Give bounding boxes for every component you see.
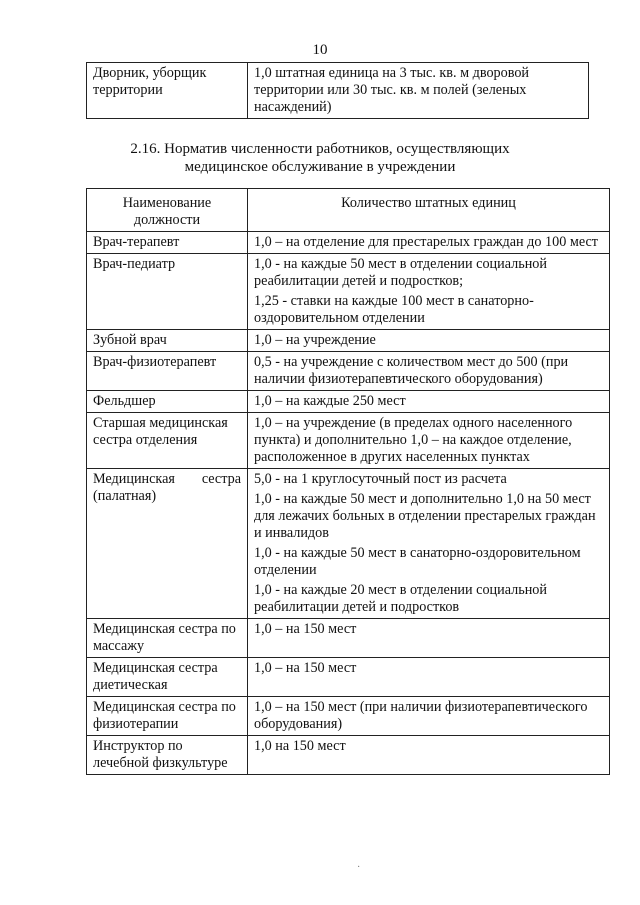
section-title bbox=[60, 140, 580, 176]
table-row bbox=[87, 330, 610, 352]
header-count: Количество штатных единиц bbox=[248, 189, 610, 232]
norm-line: 1,0 - на каждые 20 мест в отделении социальной реабилитации детей и подростков bbox=[254, 582, 547, 615]
norm-line: 1,0 – на отделение для престарелых граждан до 100 мест bbox=[254, 234, 598, 250]
position-cell: Медицинская сестра (палатная) bbox=[87, 469, 248, 619]
table-row bbox=[87, 352, 610, 391]
norm-cell bbox=[248, 254, 610, 330]
table-row bbox=[87, 63, 589, 119]
table-row bbox=[87, 413, 610, 469]
norm-line: 1,0 – на 150 мест bbox=[254, 660, 357, 676]
norm-line: 1,0 - на каждые 50 мест и дополнительно 1,0 на 50 мест для лежачих больных в отделении престарелых граждан и инвалидов bbox=[254, 491, 596, 541]
norm-line: 1,0 - на каждые 50 мест в отделении социальной реабилитации детей и подростков; bbox=[254, 256, 547, 289]
norm-cell bbox=[248, 232, 610, 254]
table-row bbox=[87, 232, 610, 254]
section-title-line: медицинское обслуживание в учреждении bbox=[184, 159, 456, 175]
page-number: 10 bbox=[312, 42, 328, 58]
norm-line: 1,25 - ставки на каждые 100 мест в санаторно-оздоровительном отделении bbox=[254, 293, 534, 326]
norm-cell bbox=[248, 330, 610, 352]
norm-cell bbox=[248, 352, 610, 391]
norm-line: 1,0 – на 150 мест bbox=[254, 621, 357, 637]
position-cell: Врач-педиатр bbox=[87, 254, 248, 330]
norm-cell bbox=[248, 391, 610, 413]
norm-line: 1,0 – на учреждение (в пределах одного населенного пункта) и дополнительно 1,0 – на каждое отделение, расположенное в других населенных пунктах bbox=[254, 415, 573, 465]
staffing-table bbox=[86, 188, 610, 775]
position-cell: Инструктор по лечебной физкультуре bbox=[87, 736, 248, 775]
position-cell: Фельдшер bbox=[87, 391, 248, 413]
top-table bbox=[86, 62, 589, 119]
section-title-line: 2.16. Норматив численности работников, осуществляющих bbox=[130, 141, 510, 157]
table-header-row bbox=[87, 189, 610, 232]
norm-line: 5,0 - на 1 круглосуточный пост из расчета bbox=[254, 471, 507, 487]
norm-cell bbox=[248, 697, 610, 736]
position-cell: Врач-физиотерапевт bbox=[87, 352, 248, 391]
norm-line: 1,0 – на учреждение bbox=[254, 332, 376, 348]
table-row bbox=[87, 469, 610, 619]
norm-line: 1,0 – на каждые 250 мест bbox=[254, 393, 406, 409]
position-cell: Дворник, уборщик территории bbox=[87, 63, 248, 119]
norm-cell: 1,0 штатная единица на 3 тыс. кв. м дворовой территории или 30 тыс. кв. м полей (зеленых насаждений) bbox=[248, 63, 589, 119]
norm-cell bbox=[248, 658, 610, 697]
position-cell: Старшая медицинская сестра отделения bbox=[87, 413, 248, 469]
scan-mark: · bbox=[357, 862, 361, 873]
norm-cell bbox=[248, 736, 610, 775]
table-row bbox=[87, 619, 610, 658]
position-cell: Медицинская сестра по массажу bbox=[87, 619, 248, 658]
table-row bbox=[87, 697, 610, 736]
norm-line: 1,0 - на каждые 50 мест в санаторно-оздоровительном отделении bbox=[254, 545, 581, 578]
norm-line: 0,5 - на учреждение с количеством мест до 500 (при наличии физиотерапевтического оборудования) bbox=[254, 354, 569, 387]
position-cell: Медицинская сестра диетическая bbox=[87, 658, 248, 697]
norm-cell bbox=[248, 619, 610, 658]
table-body bbox=[87, 232, 610, 775]
norm-cell bbox=[248, 469, 610, 619]
norm-line: 1,0 – на 150 мест (при наличии физиотерапевтического оборудования) bbox=[254, 699, 588, 732]
table-row bbox=[87, 736, 610, 775]
norm-cell bbox=[248, 413, 610, 469]
position-cell: Зубной врач bbox=[87, 330, 248, 352]
header-position: Наименование должности bbox=[87, 189, 248, 232]
table-row bbox=[87, 254, 610, 330]
norm-line: 1,0 на 150 мест bbox=[254, 738, 346, 754]
table-row bbox=[87, 658, 610, 697]
position-cell: Медицинская сестра по физиотерапии bbox=[87, 697, 248, 736]
table-row bbox=[87, 391, 610, 413]
position-cell: Врач-терапевт bbox=[87, 232, 248, 254]
